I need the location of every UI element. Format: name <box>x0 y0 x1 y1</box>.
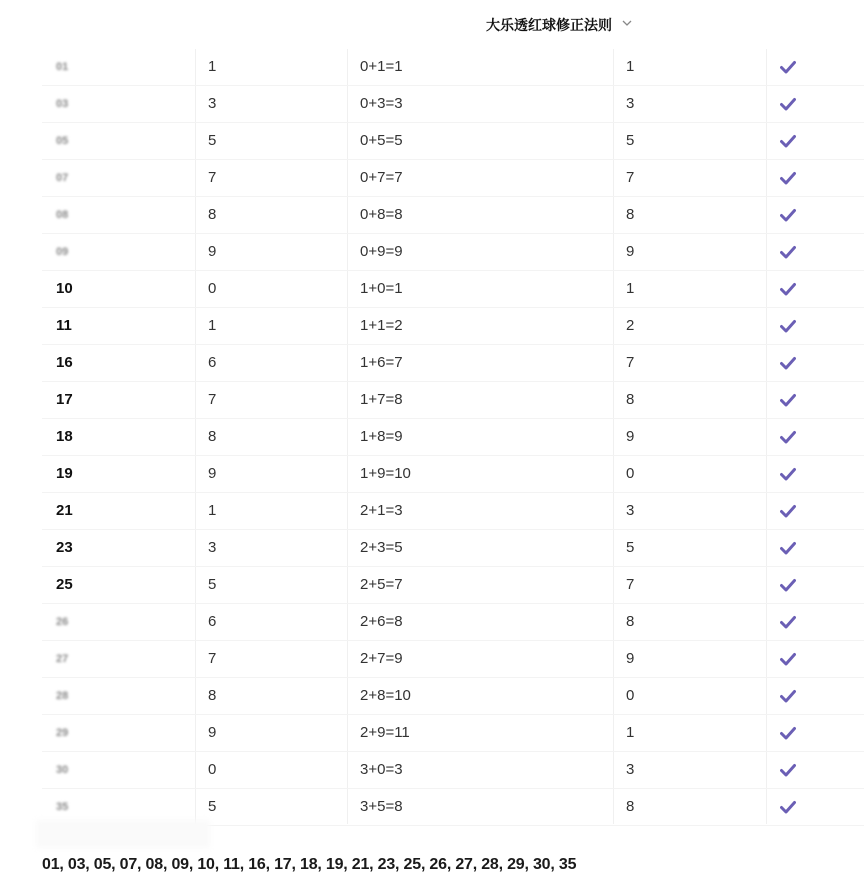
result-cell: 1 <box>626 724 635 741</box>
number-cell: 11 <box>56 317 72 334</box>
checkmark-icon <box>780 651 796 667</box>
table-row <box>42 123 864 160</box>
result-cell: 9 <box>626 428 635 445</box>
table-row <box>42 530 864 567</box>
number-cell: 23 <box>56 539 73 556</box>
table-row <box>42 345 864 382</box>
table-row <box>42 419 864 456</box>
number-cell: 08 <box>56 209 69 221</box>
result-cell: 5 <box>626 132 635 149</box>
result-cell: 2 <box>626 317 635 334</box>
checkmark-icon <box>780 614 796 630</box>
number-cell: 28 <box>56 690 69 702</box>
tail-digit-cell: 6 <box>208 613 217 630</box>
number-cell: 25 <box>56 576 73 593</box>
checkmark-icon <box>780 96 796 112</box>
equation-cell: 2+8=10 <box>360 687 411 704</box>
table-row <box>42 308 864 345</box>
table-row <box>42 456 864 493</box>
number-cell: 16 <box>56 354 73 371</box>
number-cell: 03 <box>56 98 69 110</box>
result-cell: 0 <box>626 465 635 482</box>
number-cell: 09 <box>56 246 69 258</box>
tail-digit-cell: 7 <box>208 650 217 667</box>
number-list: 01, 03, 05, 07, 08, 09, 10, 11, 16, 17, 18, 19, 21, 23, 25, 26, 27, 28, 29, 30, 35 <box>42 856 577 873</box>
equation-cell: 0+5=5 <box>360 132 403 149</box>
number-cell: 19 <box>56 465 73 482</box>
table-row <box>42 271 864 308</box>
tail-digit-cell: 8 <box>208 206 217 223</box>
result-cell: 7 <box>626 354 635 371</box>
tail-digit-cell: 8 <box>208 687 217 704</box>
number-cell: 01 <box>56 61 69 73</box>
equation-cell: 2+1=3 <box>360 502 403 519</box>
number-cell: 18 <box>56 428 73 445</box>
number-cell: 30 <box>56 764 69 776</box>
tail-digit-cell: 7 <box>208 391 217 408</box>
header <box>0 0 864 48</box>
number-cell: 05 <box>56 135 69 147</box>
tail-digit-cell: 9 <box>208 724 217 741</box>
result-cell: 5 <box>626 539 635 556</box>
number-cell: 21 <box>56 502 73 519</box>
equation-cell: 2+5=7 <box>360 576 403 593</box>
tail-digit-cell: 8 <box>208 428 217 445</box>
result-cell: 8 <box>626 798 635 815</box>
result-cell: 0 <box>626 687 635 704</box>
result-cell: 7 <box>626 169 635 186</box>
result-cell: 3 <box>626 95 635 112</box>
checkmark-icon <box>780 281 796 297</box>
checkmark-icon <box>780 133 796 149</box>
tail-digit-cell: 6 <box>208 354 217 371</box>
equation-cell: 1+0=1 <box>360 280 403 297</box>
checkmark-icon <box>780 799 796 815</box>
equation-cell: 1+1=2 <box>360 317 403 334</box>
checkmark-icon <box>780 318 796 334</box>
number-cell: 10 <box>56 280 73 297</box>
checkmark-icon <box>780 688 796 704</box>
number-table <box>42 49 864 826</box>
result-cell: 1 <box>626 58 635 75</box>
tail-digit-cell: 1 <box>208 58 217 75</box>
page-title: 大乐透红球修正法则 <box>486 18 612 34</box>
checkmark-icon <box>780 762 796 778</box>
result-cell: 3 <box>626 502 635 519</box>
table-row <box>42 197 864 234</box>
result-cell: 3 <box>626 761 635 778</box>
checkmark-icon <box>780 355 796 371</box>
table-row <box>42 752 864 789</box>
checkmark-icon <box>780 725 796 741</box>
result-cell: 9 <box>626 650 635 667</box>
tail-digit-cell: 3 <box>208 95 217 112</box>
number-cell: 26 <box>56 616 69 628</box>
equation-cell: 3+0=3 <box>360 761 403 778</box>
equation-cell: 2+7=9 <box>360 650 403 667</box>
tail-digit-cell: 5 <box>208 798 217 815</box>
tail-digit-cell: 9 <box>208 243 217 260</box>
number-cell: 27 <box>56 653 69 665</box>
equation-cell: 2+3=5 <box>360 539 403 556</box>
equation-cell: 1+8=9 <box>360 428 403 445</box>
tail-digit-cell: 1 <box>208 317 217 334</box>
table-row <box>42 160 864 197</box>
equation-cell: 3+5=8 <box>360 798 403 815</box>
checkmark-icon <box>780 577 796 593</box>
tail-digit-cell: 5 <box>208 576 217 593</box>
number-cell: 17 <box>56 391 73 408</box>
number-cell: 35 <box>56 801 69 813</box>
equation-cell: 0+7=7 <box>360 169 403 186</box>
equation-cell: 0+8=8 <box>360 206 403 223</box>
tail-digit-cell: 3 <box>208 539 217 556</box>
tail-digit-cell: 1 <box>208 502 217 519</box>
tail-digit-cell: 5 <box>208 132 217 149</box>
result-cell: 8 <box>626 391 635 408</box>
result-cell: 1 <box>626 280 635 297</box>
tail-digit-cell: 7 <box>208 169 217 186</box>
equation-cell: 2+6=8 <box>360 613 403 630</box>
number-cell: 07 <box>56 172 69 184</box>
equation-cell: 1+6=7 <box>360 354 403 371</box>
equation-cell: 2+9=11 <box>360 724 410 741</box>
checkmark-icon <box>780 466 796 482</box>
checkmark-icon <box>780 207 796 223</box>
result-cell: 9 <box>626 243 635 260</box>
table-row <box>42 49 864 86</box>
checkmark-icon <box>780 59 796 75</box>
equation-cell: 1+7=8 <box>360 391 403 408</box>
number-cell: 29 <box>56 727 69 739</box>
table-row <box>42 382 864 419</box>
equation-cell: 0+9=9 <box>360 243 403 260</box>
checkmark-icon <box>780 503 796 519</box>
checkmark-icon <box>780 392 796 408</box>
table-row <box>42 678 864 715</box>
chevron-down-icon[interactable] <box>621 17 633 29</box>
table-row <box>42 86 864 123</box>
table-row <box>42 493 864 530</box>
blurred-area <box>36 820 210 848</box>
checkmark-icon <box>780 540 796 556</box>
tail-digit-cell: 0 <box>208 761 217 778</box>
checkmark-icon <box>780 170 796 186</box>
equation-cell: 0+1=1 <box>360 58 403 75</box>
checkmark-icon <box>780 429 796 445</box>
result-cell: 7 <box>626 576 635 593</box>
result-cell: 8 <box>626 613 635 630</box>
result-cell: 8 <box>626 206 635 223</box>
table-row <box>42 604 864 641</box>
table-row <box>42 567 864 604</box>
tail-digit-cell: 0 <box>208 280 217 297</box>
equation-cell: 1+9=10 <box>360 465 411 482</box>
tail-digit-cell: 9 <box>208 465 217 482</box>
table-row <box>42 234 864 271</box>
equation-cell: 0+3=3 <box>360 95 403 112</box>
checkmark-icon <box>780 244 796 260</box>
table-row <box>42 715 864 752</box>
table-row <box>42 641 864 678</box>
